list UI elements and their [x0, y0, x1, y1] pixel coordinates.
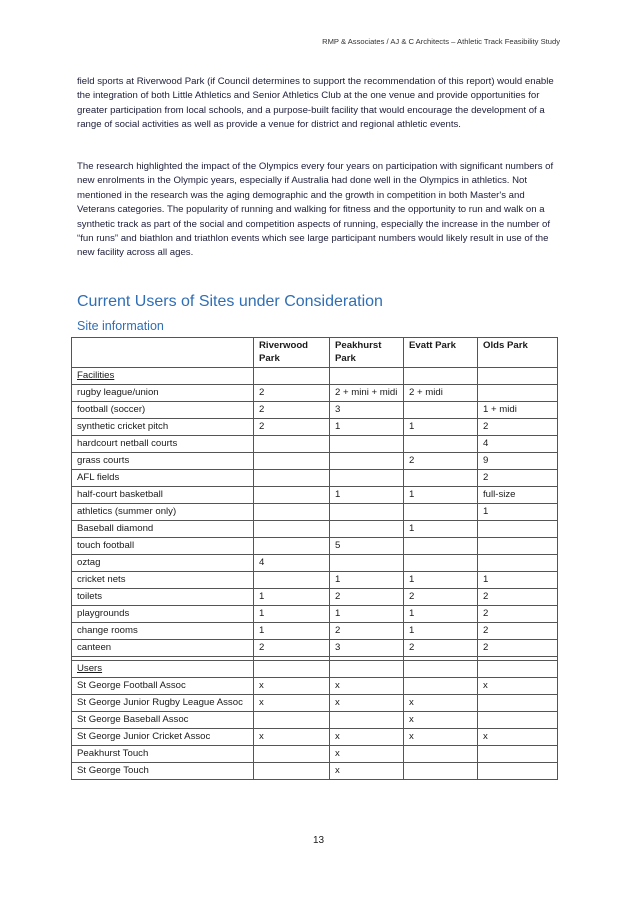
table-cell	[404, 678, 478, 695]
table-row-label: cricket nets	[72, 572, 254, 589]
table-cell	[478, 695, 558, 712]
table-row	[72, 712, 558, 729]
table-cell: 2	[254, 419, 330, 436]
table-row-label: grass courts	[72, 453, 254, 470]
table-header-row	[72, 338, 558, 368]
table-cell	[478, 521, 558, 538]
table-cell	[404, 470, 478, 487]
body-paragraph-2: The research highlighted the impact of the Olympics every four years on participation with significant numbers of new enrolments in the Olympic years, especially if Australia had done well in the Olympics in athletics. Not mentioned in the research was the aging demographic and the growth in competition in both Master's and Veterans categories. The popularity of running and walking for fitness and the opportunity to run and walk on a synthetic track as part of the social and competition aspects of running, especially the increase in the number of “fun runs” and biathlon and triathlon events which see large participant numbers would likely result in use of the new facility across all ages.	[77, 161, 554, 259]
table-cell: x	[254, 678, 330, 695]
table-cell: x	[330, 729, 404, 746]
table-cell	[330, 470, 404, 487]
table-row-label: Facilities	[72, 368, 254, 385]
table-cell: 2	[478, 606, 558, 623]
table-row-label: oztag	[72, 555, 254, 572]
table-cell: 2	[254, 402, 330, 419]
table-row	[72, 470, 558, 487]
table-row-label: football (soccer)	[72, 402, 254, 419]
table-cell	[254, 661, 330, 678]
table-row	[72, 746, 558, 763]
table-row	[72, 453, 558, 470]
table-cell: 2	[478, 589, 558, 606]
table-cell: 2	[478, 419, 558, 436]
table-cell: 1 + midi	[478, 402, 558, 419]
table-row-label: synthetic cricket pitch	[72, 419, 254, 436]
table-row	[72, 555, 558, 572]
table-cell: 1	[478, 504, 558, 521]
site-information-table	[71, 337, 558, 780]
table-cell	[478, 368, 558, 385]
table-cell: x	[330, 746, 404, 763]
table-cell	[404, 368, 478, 385]
header-cell-evatt: Evatt Park	[404, 338, 478, 368]
table-section-row	[72, 368, 558, 385]
table-cell: 3	[330, 402, 404, 419]
subsection-heading: Site information	[77, 319, 164, 333]
table-cell: 1	[330, 487, 404, 504]
running-header: RMP & Associates / AJ & C Architects – Athletic Track Feasibility Study	[322, 37, 560, 46]
table-row	[72, 695, 558, 712]
table-cell: 2	[478, 640, 558, 657]
table-cell	[254, 712, 330, 729]
header-cell-olds: Olds Park	[478, 338, 558, 368]
table-row	[72, 589, 558, 606]
table-row-label: St George Football Assoc	[72, 678, 254, 695]
table-cell: x	[330, 763, 404, 780]
table-cell: 2	[478, 470, 558, 487]
table-cell	[330, 436, 404, 453]
table-cell	[254, 470, 330, 487]
table-row	[72, 678, 558, 695]
table-cell: 2	[404, 640, 478, 657]
table-cell	[478, 746, 558, 763]
header-cell-blank	[72, 338, 254, 368]
table-cell	[478, 538, 558, 555]
table-cell: x	[478, 678, 558, 695]
table-cell	[254, 504, 330, 521]
table-row	[72, 763, 558, 780]
table-cell	[254, 746, 330, 763]
table-row-label: change rooms	[72, 623, 254, 640]
table-cell	[404, 538, 478, 555]
table-cell: 1	[404, 606, 478, 623]
table-row-label: canteen	[72, 640, 254, 657]
table-cell: 9	[478, 453, 558, 470]
table-cell	[254, 763, 330, 780]
table-cell	[404, 436, 478, 453]
table-cell	[404, 661, 478, 678]
table-row-label: St George Touch	[72, 763, 254, 780]
table-cell: 2 + mini + midi	[330, 385, 404, 402]
table-cell	[254, 453, 330, 470]
table-cell: x	[478, 729, 558, 746]
table-cell: 1	[404, 623, 478, 640]
table-cell: 1	[330, 606, 404, 623]
table-cell	[404, 402, 478, 419]
table-cell: 2	[330, 623, 404, 640]
table-cell: 1	[404, 487, 478, 504]
table-cell	[254, 521, 330, 538]
table-cell: 2	[404, 453, 478, 470]
header-cell-peakhurst: Peakhurst Park	[330, 338, 404, 368]
table-cell: 2	[404, 589, 478, 606]
table-row-label: Users	[72, 661, 254, 678]
table-row-label: St George Junior Rugby League Assoc	[72, 695, 254, 712]
table-body	[72, 368, 558, 780]
table-cell: 2	[330, 589, 404, 606]
table-cell: 1	[404, 419, 478, 436]
table-cell: 1	[254, 606, 330, 623]
table-cell	[254, 436, 330, 453]
table-cell: 1	[330, 419, 404, 436]
table-row-label: Baseball diamond	[72, 521, 254, 538]
table-cell	[404, 555, 478, 572]
table-cell: 1	[404, 521, 478, 538]
table-cell	[330, 712, 404, 729]
table-row-label: hardcourt netball courts	[72, 436, 254, 453]
table-cell	[254, 487, 330, 504]
table-row-label: AFL fields	[72, 470, 254, 487]
table-cell	[330, 504, 404, 521]
section-heading: Current Users of Sites under Consideration	[77, 293, 383, 310]
table-cell	[330, 521, 404, 538]
table-cell	[404, 763, 478, 780]
table-row	[72, 402, 558, 419]
table-cell	[478, 555, 558, 572]
table-section-row	[72, 661, 558, 678]
table-row	[72, 606, 558, 623]
table-cell: 1	[330, 572, 404, 589]
table-cell: 4	[478, 436, 558, 453]
table-row	[72, 487, 558, 504]
table-row-label: touch football	[72, 538, 254, 555]
table-cell	[330, 661, 404, 678]
table-row-label: rugby league/union	[72, 385, 254, 402]
table-row-label: half-court basketball	[72, 487, 254, 504]
table-row	[72, 419, 558, 436]
table-row-label: athletics (summer only)	[72, 504, 254, 521]
table-cell	[404, 504, 478, 521]
table-cell: 2 + midi	[404, 385, 478, 402]
table-cell: 2	[478, 623, 558, 640]
table-row-label: playgrounds	[72, 606, 254, 623]
table-row-label: St George Baseball Assoc	[72, 712, 254, 729]
table-cell: 1	[478, 572, 558, 589]
table-row-label: Peakhurst Touch	[72, 746, 254, 763]
table-cell: 4	[254, 555, 330, 572]
table-cell: x	[404, 695, 478, 712]
table-cell	[254, 368, 330, 385]
table-cell	[254, 538, 330, 555]
page-number: 13	[312, 835, 325, 846]
table-row	[72, 504, 558, 521]
table-cell: x	[404, 729, 478, 746]
table-row-label: toilets	[72, 589, 254, 606]
table-cell: x	[404, 712, 478, 729]
table-cell: x	[254, 729, 330, 746]
table-cell: 3	[330, 640, 404, 657]
table-row	[72, 385, 558, 402]
table-row-label: St George Junior Cricket Assoc	[72, 729, 254, 746]
table-cell	[478, 661, 558, 678]
table-cell: x	[330, 695, 404, 712]
table-cell: x	[254, 695, 330, 712]
table-cell: 2	[254, 640, 330, 657]
table-cell: 1	[254, 623, 330, 640]
table-cell	[254, 572, 330, 589]
table-row	[72, 640, 558, 657]
table-row	[72, 538, 558, 555]
table-cell	[330, 368, 404, 385]
table-cell: 5	[330, 538, 404, 555]
table-cell	[330, 453, 404, 470]
table-cell: 2	[254, 385, 330, 402]
table-cell: full-size	[478, 487, 558, 504]
table-cell	[404, 746, 478, 763]
table-cell: 1	[404, 572, 478, 589]
header-cell-riverwood: Riverwood Park	[254, 338, 330, 368]
table-cell	[478, 763, 558, 780]
table-cell: x	[330, 678, 404, 695]
table-row	[72, 436, 558, 453]
table-row	[72, 572, 558, 589]
table-cell	[478, 712, 558, 729]
table-cell: 1	[254, 589, 330, 606]
table-cell	[478, 385, 558, 402]
table-row	[72, 521, 558, 538]
table-row	[72, 623, 558, 640]
body-paragraph-1: field sports at Riverwood Park (if Council determines to support the recommendation of this report) would enable the integration of both Little Athletics and Senior Athletics Club at the one venue and provide opportunities for greater participation from local schools, and a purpose-built facility that would encourage the development of a range of social activities as well as provide a venue for district and regional athletic events.	[77, 76, 554, 131]
table-cell	[330, 555, 404, 572]
table-row	[72, 729, 558, 746]
